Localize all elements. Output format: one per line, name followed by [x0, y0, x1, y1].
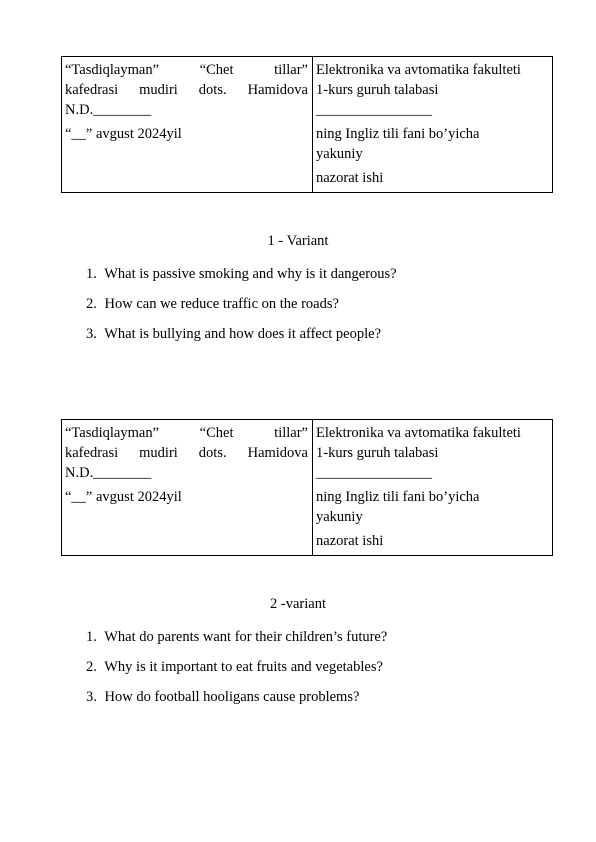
- student-line: nazorat ishi: [316, 533, 384, 549]
- question-item: 1. What is passive smoking and why is it dangerous?: [86, 266, 397, 282]
- variant-title: 1 - Variant: [267, 233, 329, 249]
- approval-line: “Tasdiqlayman” “Chet tillar”: [65, 425, 308, 441]
- student-line: 1-kurs guruh talabasi: [316, 82, 439, 98]
- approval-cell: [62, 420, 313, 556]
- question-item: 2. Why is it important to eat fruits and vegetables?: [86, 659, 383, 675]
- student-line: nazorat ishi: [316, 170, 384, 186]
- student-line: Elektronika va avtomatika fakulteti: [316, 62, 521, 78]
- student-line: yakuniy: [316, 146, 363, 162]
- student-cell: [313, 57, 553, 193]
- approval-line: kafedrasi mudiri dots. Hamidova: [65, 82, 308, 98]
- question-item: 2. How can we reduce traffic on the roads?: [86, 296, 339, 312]
- question-item: 3. How do football hooligans cause problems?: [86, 689, 360, 705]
- student-line: ning Ingliz tili fani bo’yicha: [316, 126, 480, 142]
- approval-line: “Tasdiqlayman” “Chet tillar”: [65, 62, 308, 78]
- student-line: yakuniy: [316, 509, 363, 525]
- question-item: 3. What is bullying and how does it affect people?: [86, 326, 382, 342]
- question-list: [86, 264, 397, 354]
- variant-title: 2 -variant: [270, 596, 326, 612]
- student-name-blank: ________________: [316, 465, 432, 481]
- approval-line: N.D.________: [65, 102, 152, 118]
- student-line: 1-kurs guruh talabasi: [316, 445, 439, 461]
- student-name-blank: ________________: [316, 102, 432, 118]
- student-line: Elektronika va avtomatika fakulteti: [316, 425, 521, 441]
- student-cell: [313, 420, 553, 556]
- approval-line: N.D.________: [65, 465, 152, 481]
- approval-date: “__” avgust 2024yil: [65, 126, 182, 142]
- approval-date: “__” avgust 2024yil: [65, 489, 182, 505]
- question-list: [86, 627, 387, 717]
- header-table-2: [61, 419, 553, 556]
- approval-cell: [62, 57, 313, 193]
- approval-line: kafedrasi mudiri dots. Hamidova: [65, 445, 308, 461]
- header-table-1: [61, 56, 553, 193]
- student-line: ning Ingliz tili fani bo’yicha: [316, 489, 480, 505]
- question-item: 1. What do parents want for their children’s future?: [86, 629, 388, 645]
